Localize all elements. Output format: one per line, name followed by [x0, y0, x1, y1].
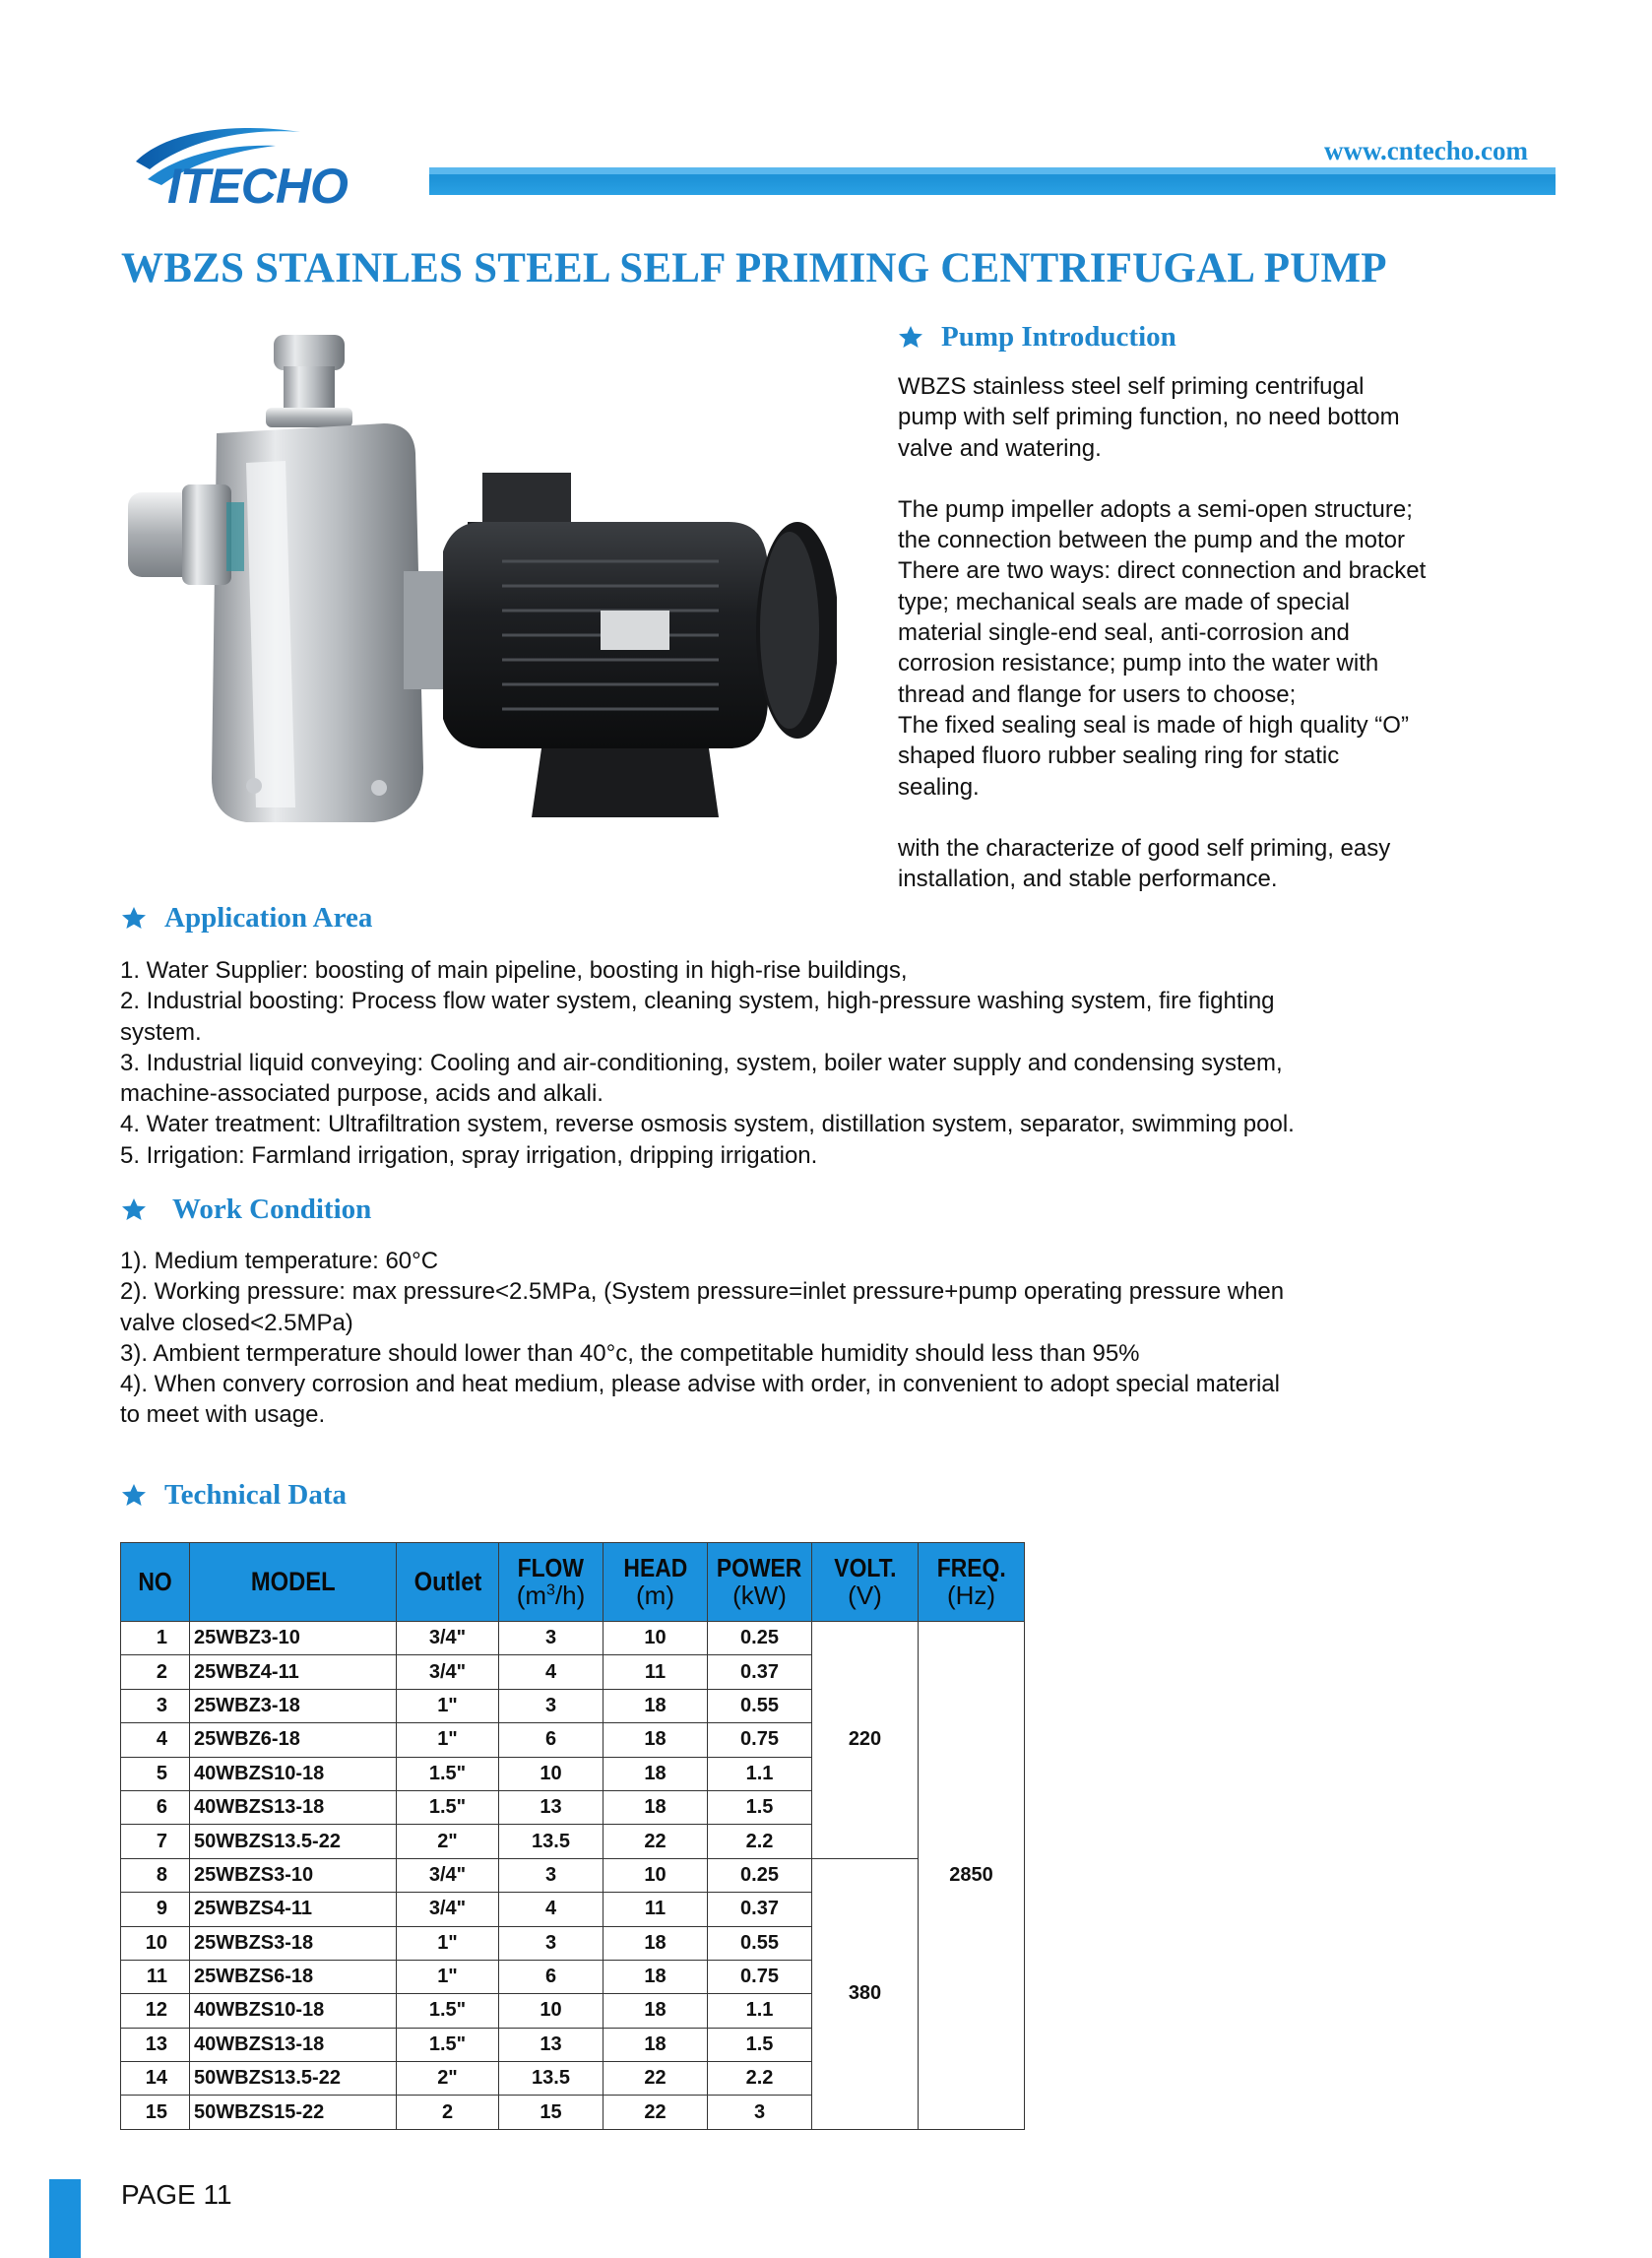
cell-flow: 4 [499, 1655, 604, 1689]
col-header-outlet: Outlet [397, 1543, 499, 1622]
intro-line: the connection between the pump and the motor [898, 527, 1406, 554]
intro-line: corrosion resistance; pump into the water with [898, 650, 1379, 677]
pump-introduction-heading [898, 321, 1176, 354]
application-line: 4. Water treatment: Ultrafiltration system, reverse osmosis system, distillation system, separator, swimming pool. [120, 1111, 1295, 1138]
cell-model: 25WBZ3-10 [190, 1622, 397, 1655]
application-line: 3. Industrial liquid conveying: Cooling and air-conditioning, system, boiler water supply and condensing system, [120, 1049, 1283, 1076]
cell-power: 1.1 [708, 1994, 812, 2028]
intro-line: pump with self priming function, no need bottom [898, 404, 1400, 431]
pump-introduction-title: Pump Introduction [941, 321, 1176, 353]
technical-data-title: Technical Data [164, 1479, 348, 1511]
application-area-heading [121, 902, 372, 935]
cell-power: 0.55 [708, 1926, 812, 1960]
cell-head: 22 [604, 2096, 708, 2129]
cell-outlet: 1" [397, 1926, 499, 1960]
cell-model: 40WBZS13-18 [190, 1790, 397, 1824]
cell-no: 4 [121, 1723, 190, 1757]
cell-head: 18 [604, 1757, 708, 1790]
cell-outlet: 1" [397, 1960, 499, 1993]
cell-head: 18 [604, 1994, 708, 2028]
intro-line: material single-end seal, anti-corrosion and [898, 619, 1350, 647]
cell-outlet: 3/4" [397, 1622, 499, 1655]
cell-no: 15 [121, 2096, 190, 2129]
cell-no: 12 [121, 1994, 190, 2028]
cell-no: 2 [121, 1655, 190, 1689]
cell-power: 0.25 [708, 1858, 812, 1892]
application-line: 1. Water Supplier: boosting of main pipeline, boosting in high-rise buildings, [120, 957, 908, 984]
cell-outlet: 3/4" [397, 1893, 499, 1926]
cell-model: 25WBZS3-10 [190, 1858, 397, 1892]
col-header-head: HEAD (m) [604, 1543, 708, 1622]
cell-model: 40WBZS13-18 [190, 2028, 397, 2061]
cell-outlet: 3/4" [397, 1655, 499, 1689]
intro-line: The pump impeller adopts a semi-open structure; [898, 495, 1413, 523]
cell-model: 25WBZS6-18 [190, 1960, 397, 1993]
cell-model: 40WBZS10-18 [190, 1994, 397, 2028]
cell-outlet: 1.5" [397, 1757, 499, 1790]
cell-power: 3 [708, 2096, 812, 2129]
cell-power: 2.2 [708, 1825, 812, 1858]
application-line: 5. Irrigation: Farmland irrigation, spray irrigation, dripping irrigation. [120, 1141, 818, 1169]
cell-model: 25WBZ3-18 [190, 1689, 397, 1722]
work-condition-line: 3). Ambient termperature should lower than 40°c, the competitable humidity should less than 95% [120, 1339, 1140, 1367]
cell-outlet: 1.5" [397, 1994, 499, 2028]
header-bar [429, 167, 1556, 195]
cell-model: 25WBZS3-18 [190, 1926, 397, 1960]
footer-bar [49, 2179, 81, 2258]
cell-power: 0.75 [708, 1723, 812, 1757]
pump-introduction-text [898, 371, 1528, 894]
intro-line: valve and watering. [898, 434, 1102, 462]
intro-line: The fixed sealing seal is made of high quality “O” [898, 711, 1409, 739]
star-bullet-icon [121, 906, 147, 930]
cell-outlet: 1.5" [397, 1790, 499, 1824]
cell-power: 0.55 [708, 1689, 812, 1722]
cell-head: 22 [604, 1825, 708, 1858]
page-title: WBZS STAINLES STEEL SELF PRIMING CENTRIFUGAL PUMP [121, 245, 1387, 291]
cell-no: 11 [121, 1960, 190, 1993]
cell-flow: 13 [499, 2028, 604, 2061]
table-row [121, 1622, 1025, 1655]
intro-line: There are two ways: direct connection and bracket [898, 557, 1427, 585]
cell-power: 0.75 [708, 1960, 812, 1993]
intro-line: sealing. [898, 773, 980, 801]
cell-flow: 4 [499, 1893, 604, 1926]
cell-model: 25WBZ4-11 [190, 1655, 397, 1689]
intro-line: thread and flange for users to choose; [898, 680, 1297, 708]
intro-line: WBZS stainless steel self priming centrifugal [898, 373, 1365, 400]
work-condition-line: valve closed<2.5MPa) [120, 1309, 353, 1336]
cell-head: 18 [604, 1790, 708, 1824]
cell-flow: 6 [499, 1960, 604, 1993]
col-header-volt: VOLT. (V) [812, 1543, 919, 1622]
cell-flow: 10 [499, 1757, 604, 1790]
cell-flow: 3 [499, 1689, 604, 1722]
intro-line: shaped fluoro rubber sealing ring for static [898, 742, 1340, 770]
cell-head: 18 [604, 1689, 708, 1722]
work-condition-line: 2). Working pressure: max pressure<2.5MPa, (System pressure=inlet pressure+pump operating pressure when [120, 1278, 1285, 1306]
cell-outlet: 2 [397, 2096, 499, 2129]
cell-head: 11 [604, 1655, 708, 1689]
work-condition-text [120, 1246, 1557, 1431]
cell-flow: 3 [499, 1858, 604, 1892]
cell-flow: 3 [499, 1622, 604, 1655]
technical-data-table [120, 1542, 1025, 2130]
page-number: PAGE 11 [121, 2179, 232, 2210]
col-header-power: POWER (kW) [708, 1543, 812, 1622]
cell-head: 18 [604, 1723, 708, 1757]
svg-text:ITECHO: ITECHO [167, 159, 348, 207]
intro-line: with the characterize of good self priming, easy [898, 834, 1391, 862]
application-area-title: Application Area [164, 902, 373, 934]
cell-model: 50WBZS15-22 [190, 2096, 397, 2129]
intro-line: type; mechanical seals are made of special [898, 588, 1350, 615]
application-area-text [120, 955, 1557, 1171]
cell-no: 13 [121, 2028, 190, 2061]
cell-head: 10 [604, 1622, 708, 1655]
cell-power: 1.5 [708, 1790, 812, 1824]
application-line: machine-associated purpose, acids and alkali. [120, 1080, 604, 1108]
cell-outlet: 3/4" [397, 1858, 499, 1892]
cell-volt-group: 220 [812, 1622, 919, 1859]
cell-head: 11 [604, 1893, 708, 1926]
cell-no: 3 [121, 1689, 190, 1722]
application-line: 2. Industrial boosting: Process flow water system, cleaning system, high-pressure washing system, fire fighting [120, 988, 1275, 1015]
cell-head: 18 [604, 1960, 708, 1993]
work-condition-line: 1). Medium temperature: 60°C [120, 1248, 439, 1274]
application-line: system. [120, 1018, 202, 1046]
star-bullet-icon [121, 1483, 147, 1507]
cell-model: 50WBZS13.5-22 [190, 2062, 397, 2096]
cell-outlet: 1" [397, 1689, 499, 1722]
col-header-model: MODEL [190, 1543, 397, 1622]
cell-no: 7 [121, 1825, 190, 1858]
technical-data-heading [121, 1479, 347, 1512]
pump-product-image [128, 325, 837, 857]
cell-power: 0.25 [708, 1622, 812, 1655]
work-condition-heading [121, 1194, 371, 1226]
cell-freq: 2850 [919, 1622, 1025, 2130]
cell-head: 10 [604, 1858, 708, 1892]
cell-model: 40WBZS10-18 [190, 1757, 397, 1790]
cell-flow: 13 [499, 1790, 604, 1824]
cell-no: 10 [121, 1926, 190, 1960]
cell-flow: 3 [499, 1926, 604, 1960]
cell-flow: 6 [499, 1723, 604, 1757]
cell-outlet: 2" [397, 2062, 499, 2096]
cell-flow: 15 [499, 2096, 604, 2129]
work-condition-title: Work Condition [172, 1194, 372, 1225]
cell-model: 50WBZS13.5-22 [190, 1825, 397, 1858]
cell-flow: 10 [499, 1994, 604, 2028]
table-row [121, 1858, 1025, 1892]
cell-power: 0.37 [708, 1655, 812, 1689]
cell-head: 22 [604, 2062, 708, 2096]
cell-volt-group: 380 [812, 1858, 919, 2129]
intro-line: installation, and stable performance. [898, 866, 1278, 893]
cell-outlet: 2" [397, 1825, 499, 1858]
cell-head: 18 [604, 2028, 708, 2061]
cell-flow: 13.5 [499, 2062, 604, 2096]
cell-power: 1.1 [708, 1757, 812, 1790]
itecho-logo [128, 118, 423, 207]
cell-power: 1.5 [708, 2028, 812, 2061]
cell-power: 2.2 [708, 2062, 812, 2096]
cell-power: 0.37 [708, 1893, 812, 1926]
work-condition-line: 4). When convery corrosion and heat medium, please advise with order, in convenient to adopt special material [120, 1371, 1280, 1398]
cell-no: 5 [121, 1757, 190, 1790]
cell-no: 6 [121, 1790, 190, 1824]
cell-no: 9 [121, 1893, 190, 1926]
website-url[interactable]: www.cntecho.com [1324, 136, 1528, 165]
cell-no: 14 [121, 2062, 190, 2096]
table-header-row [121, 1543, 1025, 1622]
cell-model: 25WBZS4-11 [190, 1893, 397, 1926]
cell-flow: 13.5 [499, 1825, 604, 1858]
col-header-no: NO [121, 1543, 190, 1622]
cell-outlet: 1.5" [397, 2028, 499, 2061]
cell-head: 18 [604, 1926, 708, 1960]
cell-outlet: 1" [397, 1723, 499, 1757]
work-condition-line: to meet with usage. [120, 1401, 326, 1429]
star-bullet-icon [898, 325, 923, 349]
cell-no: 8 [121, 1858, 190, 1892]
col-header-freq: FREQ. (Hz) [919, 1543, 1025, 1622]
cell-no: 1 [121, 1622, 190, 1655]
cell-model: 25WBZ6-18 [190, 1723, 397, 1757]
col-header-flow: FLOW $(m^3/h)$ [499, 1543, 604, 1622]
star-bullet-icon [121, 1197, 147, 1221]
